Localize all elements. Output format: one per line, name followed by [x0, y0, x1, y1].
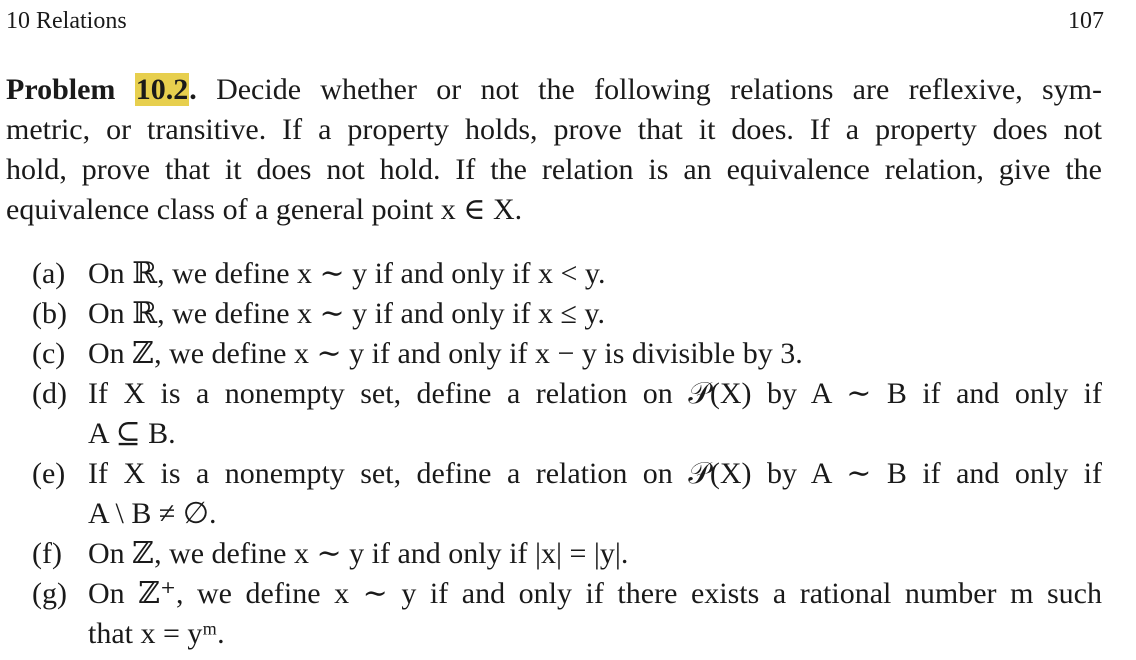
item-text-continuation: A \ B ≠ ∅. — [88, 497, 217, 530]
problem-text-line-3: hold, prove that it does not hold. If the relation is an equivalence relation, give the — [6, 153, 1102, 186]
problem-text-line-4: equivalence class of a general point x ∈ X. — [6, 193, 523, 226]
list-item — [6, 294, 1102, 334]
item-text: If X is a nonempty set, define a relation on 𝒫(X) by A ∼ B if and only if — [88, 457, 1102, 490]
page-header — [6, 4, 1104, 38]
problem-items-list — [6, 254, 1102, 654]
item-label: (g) — [32, 577, 67, 610]
problem-statement — [6, 70, 1102, 230]
item-label: (b) — [32, 297, 67, 330]
item-text: On ℤ⁺, we define x ∼ y if and only if there exists a rational number m such — [88, 577, 1102, 610]
item-text-continuation: that x = yᵐ. — [88, 617, 225, 650]
problem-number-highlight: 10.2 — [135, 73, 189, 106]
item-label: (f) — [32, 537, 62, 570]
problem-text-line-1: Decide whether or not the following relations are reflexive, sym- — [216, 73, 1103, 106]
list-item — [6, 374, 1102, 454]
problem-line-1: Problem 10.2. Decide whether or not the following relations are reflexive, sym- — [6, 73, 1103, 106]
item-text: If X is a nonempty set, define a relation on 𝒫(X) by A ∼ B if and only if — [88, 377, 1102, 410]
list-item — [6, 534, 1102, 574]
list-item — [6, 334, 1102, 374]
item-text-continuation: A ⊆ B. — [88, 417, 176, 450]
item-label: (e) — [32, 457, 66, 490]
item-text: On ℝ, we define x ∼ y if and only if x ≤ y. — [88, 297, 605, 330]
item-text: On ℤ, we define x ∼ y if and only if x − y is divisible by 3. — [88, 337, 803, 370]
problem-label: Problem — [6, 73, 116, 106]
item-label: (a) — [32, 257, 66, 290]
item-label: (d) — [32, 377, 67, 410]
list-item — [6, 454, 1102, 534]
chapter-title: 10 Relations — [6, 8, 127, 34]
item-text: On ℤ, we define x ∼ y if and only if |x| = |y|. — [88, 537, 629, 570]
problem-text-line-2: metric, or transitive. If a property holds, prove that it does. If a property does not — [6, 113, 1102, 146]
list-item — [6, 254, 1102, 294]
item-text: On ℝ, we define x ∼ y if and only if x < y. — [88, 257, 606, 290]
page-number: 107 — [1068, 8, 1104, 34]
item-label: (c) — [32, 337, 66, 370]
list-item — [6, 574, 1102, 654]
